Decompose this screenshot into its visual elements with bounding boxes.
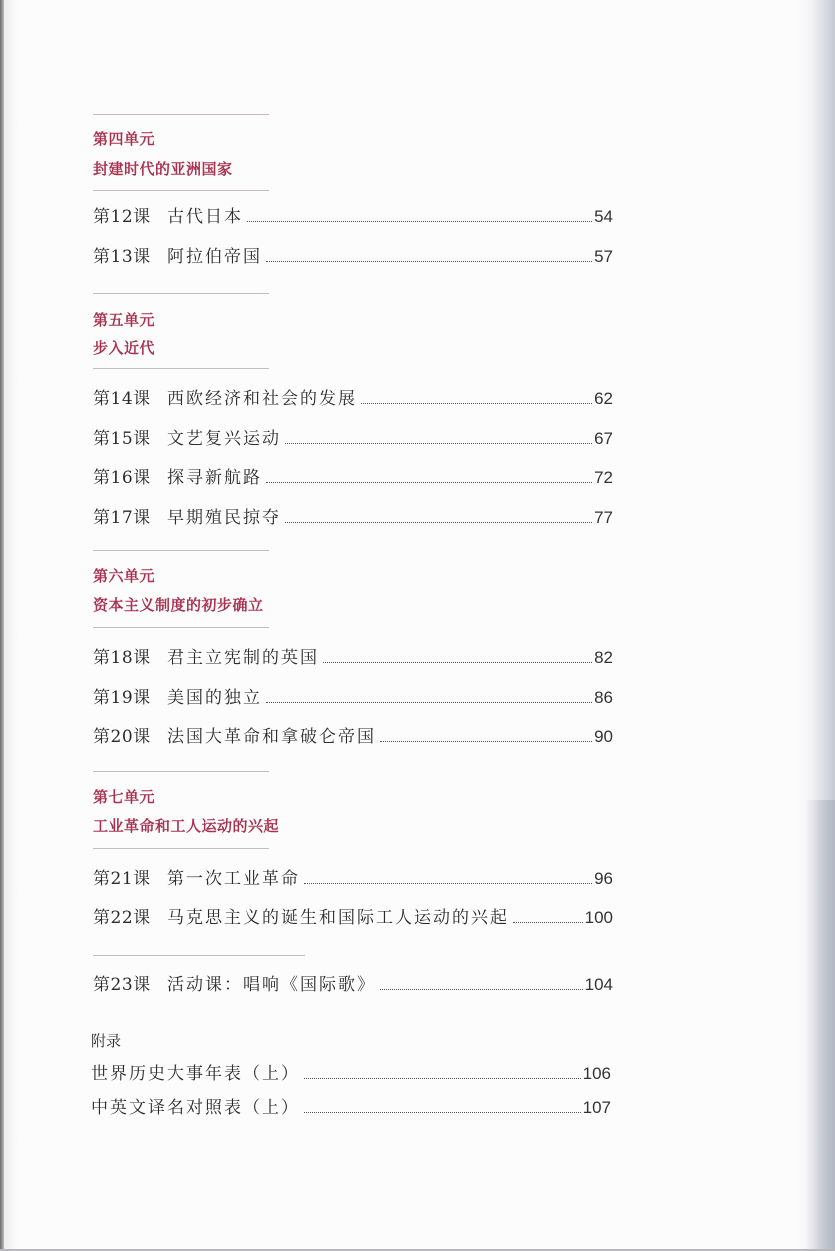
page-number: 96	[594, 869, 613, 888]
page-number: 86	[594, 688, 613, 707]
dot-leader	[285, 521, 592, 523]
page-number: 107	[582, 1098, 611, 1117]
lesson-title: 美国的独立	[167, 688, 262, 708]
lesson-title: 马克思主义的诞生和国际工人运动的兴起	[167, 908, 509, 928]
dot-leader	[247, 220, 592, 222]
unit-title: 步入近代	[93, 339, 156, 357]
dot-leader	[380, 988, 583, 990]
page-number: 100	[584, 908, 613, 927]
divider	[93, 627, 269, 628]
page-number: 67	[594, 429, 613, 448]
lesson-number: 第17课	[93, 508, 151, 528]
dot-leader	[266, 481, 592, 483]
lesson-number: 第20课	[93, 727, 151, 747]
lesson-title: 古代日本	[167, 207, 243, 227]
lesson-title: 阿拉伯帝国	[167, 247, 262, 267]
unit-label: 第四单元	[93, 130, 156, 148]
unit-title: 工业革命和工人运动的兴起	[93, 817, 280, 835]
dot-leader	[304, 882, 592, 884]
appendix-title: 中英文译名对照表（上）	[91, 1098, 300, 1118]
unit-label: 第六单元	[93, 567, 156, 585]
lesson-title: 君主立宪制的英国	[167, 648, 319, 668]
divider	[93, 955, 305, 956]
dot-leader	[304, 1077, 581, 1079]
page-right-shadow-bottom	[805, 800, 835, 1251]
lesson-number: 第13课	[93, 247, 151, 267]
lesson-number: 第22课	[93, 908, 151, 928]
dot-leader	[361, 402, 592, 404]
toc-entry-activity[interactable]	[93, 970, 613, 994]
page-number: 72	[594, 468, 613, 487]
dot-leader	[513, 921, 583, 923]
lesson-title: 西欧经济和社会的发展	[167, 389, 357, 409]
toc-entry[interactable]	[93, 424, 613, 448]
toc-entry[interactable]	[93, 503, 613, 527]
toc-entry[interactable]	[93, 864, 613, 888]
lesson-title: 探寻新航路	[167, 468, 262, 488]
divider	[93, 293, 269, 294]
dot-leader	[304, 1111, 581, 1113]
lesson-number: 第12课	[93, 207, 151, 227]
toc-entry[interactable]	[93, 384, 613, 408]
unit-title: 资本主义制度的初步确立	[93, 596, 264, 614]
lesson-title: 活动课：唱响《国际歌》	[167, 975, 376, 995]
toc-entry[interactable]	[93, 722, 613, 746]
toc-entry-appendix[interactable]	[91, 1093, 611, 1117]
dot-leader	[323, 661, 592, 663]
page-number: 57	[594, 247, 613, 266]
dot-leader	[266, 260, 592, 262]
lesson-number: 第19课	[93, 688, 151, 708]
toc-entry[interactable]	[93, 463, 613, 487]
page-gutter-shadow	[4, 0, 18, 1251]
lesson-title: 法国大革命和拿破仑帝国	[167, 727, 376, 747]
lesson-number: 第14课	[93, 389, 151, 409]
unit-title: 封建时代的亚洲国家	[93, 160, 233, 178]
page-number: 77	[594, 508, 613, 527]
divider	[93, 190, 269, 191]
lesson-title: 第一次工业革命	[167, 869, 300, 889]
toc-entry[interactable]	[93, 683, 613, 707]
lesson-number: 第18课	[93, 648, 151, 668]
page-number: 106	[582, 1064, 611, 1083]
toc-entry[interactable]	[93, 643, 613, 667]
page-number: 54	[594, 207, 613, 226]
divider	[93, 848, 269, 849]
unit-label: 第七单元	[93, 788, 156, 806]
lesson-number: 第16课	[93, 468, 151, 488]
page-number: 104	[584, 975, 613, 994]
toc-entry[interactable]	[93, 242, 613, 266]
dot-leader	[266, 701, 592, 703]
appendix-title: 世界历史大事年表（上）	[91, 1064, 300, 1084]
page-number: 82	[594, 648, 613, 667]
page-number: 62	[594, 389, 613, 408]
appendix-heading: 附录	[91, 1032, 122, 1050]
unit-label: 第五单元	[93, 311, 156, 329]
divider	[93, 550, 269, 551]
page-number: 90	[594, 727, 613, 746]
lesson-title: 文艺复兴运动	[167, 429, 281, 449]
toc-entry[interactable]	[93, 202, 613, 226]
lesson-number: 第23课	[93, 975, 151, 995]
divider	[93, 368, 269, 369]
divider	[93, 771, 269, 772]
lesson-number: 第15课	[93, 429, 151, 449]
toc-entry-appendix[interactable]	[91, 1059, 611, 1083]
lesson-number: 第21课	[93, 869, 151, 889]
toc-entry[interactable]	[93, 903, 613, 927]
dot-leader	[285, 442, 592, 444]
dot-leader	[380, 740, 592, 742]
lesson-title: 早期殖民掠夺	[167, 508, 281, 528]
divider	[93, 114, 269, 115]
